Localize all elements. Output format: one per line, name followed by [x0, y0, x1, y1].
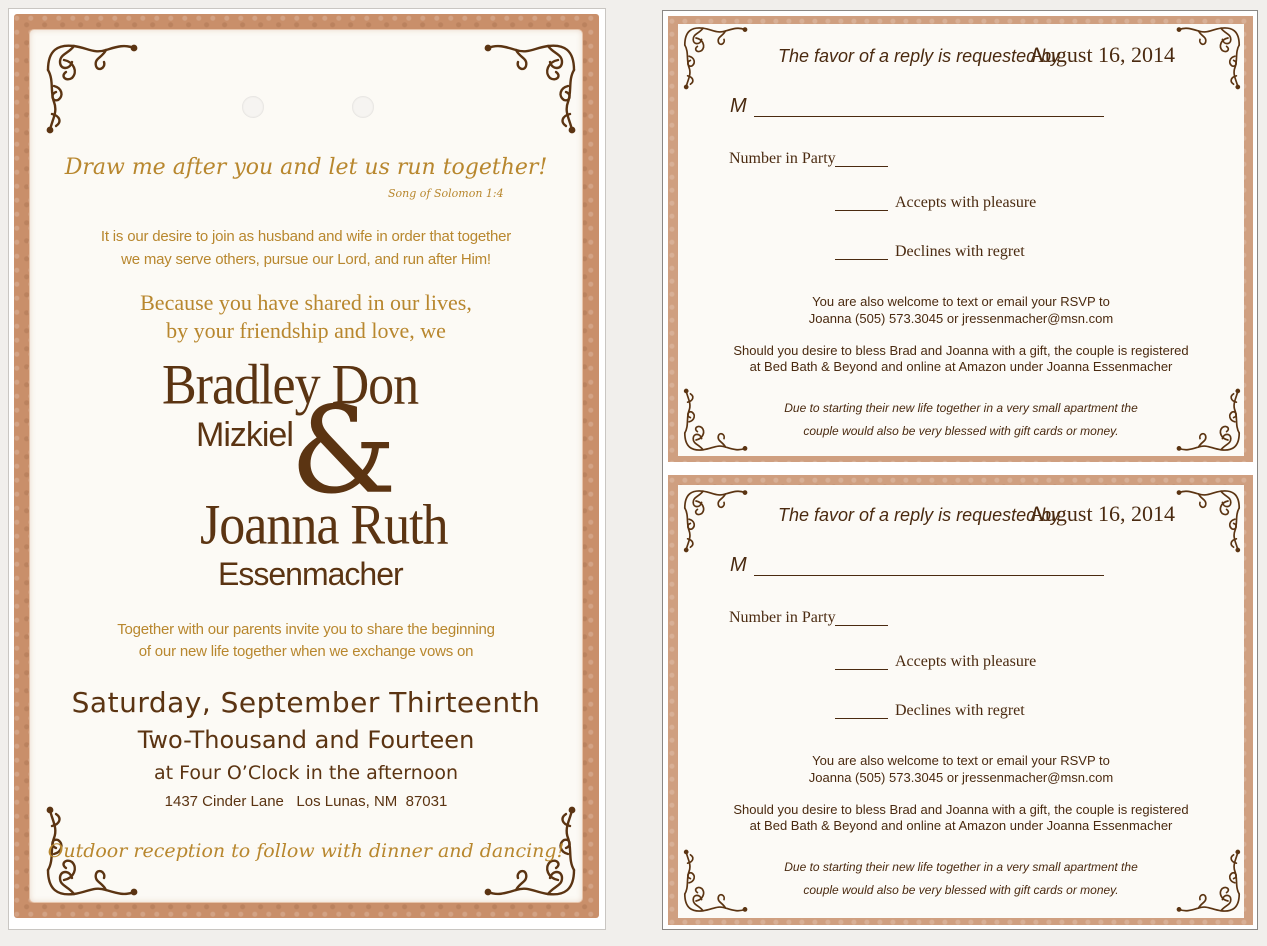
groom-first-name: Bradley Don: [162, 354, 419, 417]
gift-line-1-2: Should you desire to bless Brad and Joanna with a gift, the couple is registered: [733, 802, 1189, 817]
rsvp-card-1: [678, 24, 1244, 456]
wedding-address: 1437 Cinder Lane Los Lunas, NM 87031: [164, 793, 448, 810]
declines-label: Declines with regret: [895, 243, 1025, 260]
flourish-rsvp2-top-right-icon: [1172, 487, 1242, 557]
flourish-top-right-icon: [478, 40, 578, 140]
flourish-rsvp1-top-right-icon: [1172, 24, 1242, 94]
accepts-line-2[interactable]: [835, 669, 888, 670]
accepts-label-2: Accepts with pleasure: [895, 653, 1037, 670]
flourish-top-left-icon: [44, 40, 144, 140]
punch-hole-left: [242, 96, 264, 118]
wedding-time: at Four O’Clock in the afternoon: [153, 762, 459, 784]
number-in-party-label: Number in Party: [729, 150, 836, 167]
flourish-rsvp2-bottom-right-icon: [1172, 845, 1242, 915]
text-rsvp-line-2-2: Joanna (505) 573.3045 or jressenmacher@msn.com: [808, 770, 1114, 785]
flourish-rsvp2-top-left-icon: [682, 487, 752, 557]
number-in-party-line[interactable]: [835, 166, 888, 167]
flourish-rsvp1-bottom-right-icon: [1172, 384, 1242, 454]
gift-line-2: at Bed Bath & Beyond and online at Amazon under Joanna Essenmacher: [749, 359, 1173, 374]
desire-line-1: It is our desire to join as husband and wife in order that together: [100, 228, 512, 245]
gift-line-2-2: at Bed Bath & Beyond and online at Amazon under Joanna Essenmacher: [749, 818, 1173, 833]
verse-text: Draw me after you and let us run together!: [64, 155, 548, 180]
reception-text: Outdoor reception to follow with dinner and dancing!: [47, 840, 565, 862]
punch-hole-right: [352, 96, 374, 118]
accepts-label: Accepts with pleasure: [895, 194, 1037, 211]
note-line-1: Due to starting their new life together in a very small apartment the: [784, 401, 1138, 415]
name-line-2[interactable]: [754, 575, 1104, 576]
shared-line-2: by your friendship and love, we: [166, 318, 446, 343]
bride-last-name: Essenmacher: [218, 556, 403, 592]
number-in-party-line-2[interactable]: [835, 625, 888, 626]
text-rsvp-line-1-2: You are also welcome to text or email your RSVP to: [812, 753, 1110, 768]
text-rsvp-line-1: You are also welcome to text or email your RSVP to: [812, 294, 1110, 309]
wedding-date: Saturday, September Thirteenth: [71, 686, 541, 719]
note-line-2-2: couple would also be very blessed with gift cards or money.: [803, 883, 1119, 897]
flourish-rsvp1-top-left-icon: [682, 24, 752, 94]
bride-first-name: Joanna Ruth: [200, 494, 448, 557]
wedding-year: Two-Thousand and Fourteen: [137, 726, 475, 754]
note-line-2: couple would also be very blessed with gift cards or money.: [803, 424, 1119, 438]
name-line[interactable]: [754, 116, 1104, 117]
desire-line-2: we may serve others, pursue our Lord, and run after Him!: [121, 251, 491, 268]
flourish-rsvp1-bottom-left-icon: [682, 384, 752, 454]
declines-line[interactable]: [835, 259, 888, 260]
note-line-1-2: Due to starting their new life together in a very small apartment the: [784, 860, 1138, 874]
reply-date-2: August 16, 2014: [1029, 501, 1176, 526]
parents-line-2: of our new life together when we exchange vows on: [138, 643, 474, 660]
reply-request-text: The favor of a reply is requested by: [778, 46, 1061, 66]
text-rsvp-line-2: Joanna (505) 573.3045 or jressenmacher@msn.com: [808, 311, 1114, 326]
shared-line-1: Because you have shared in our lives,: [140, 290, 472, 315]
declines-line-2[interactable]: [835, 718, 888, 719]
ampersand: &: [290, 382, 397, 521]
declines-label-2: Declines with regret: [895, 702, 1025, 719]
m-label-2: M: [730, 554, 747, 576]
number-in-party-label-2: Number in Party: [729, 609, 836, 626]
accepts-line[interactable]: [835, 210, 888, 211]
gift-line-1: Should you desire to bless Brad and Joanna with a gift, the couple is registered: [733, 343, 1189, 358]
reply-request-text-2: The favor of a reply is requested by: [778, 505, 1061, 525]
m-label: M: [730, 95, 747, 117]
verse-reference: Song of Solomon 1:4: [388, 187, 504, 200]
parents-line-1: Together with our parents invite you to share the beginning: [117, 621, 495, 638]
flourish-rsvp2-bottom-left-icon: [682, 845, 752, 915]
reply-date: August 16, 2014: [1029, 42, 1176, 67]
groom-last-name: Mizkiel: [196, 416, 293, 454]
